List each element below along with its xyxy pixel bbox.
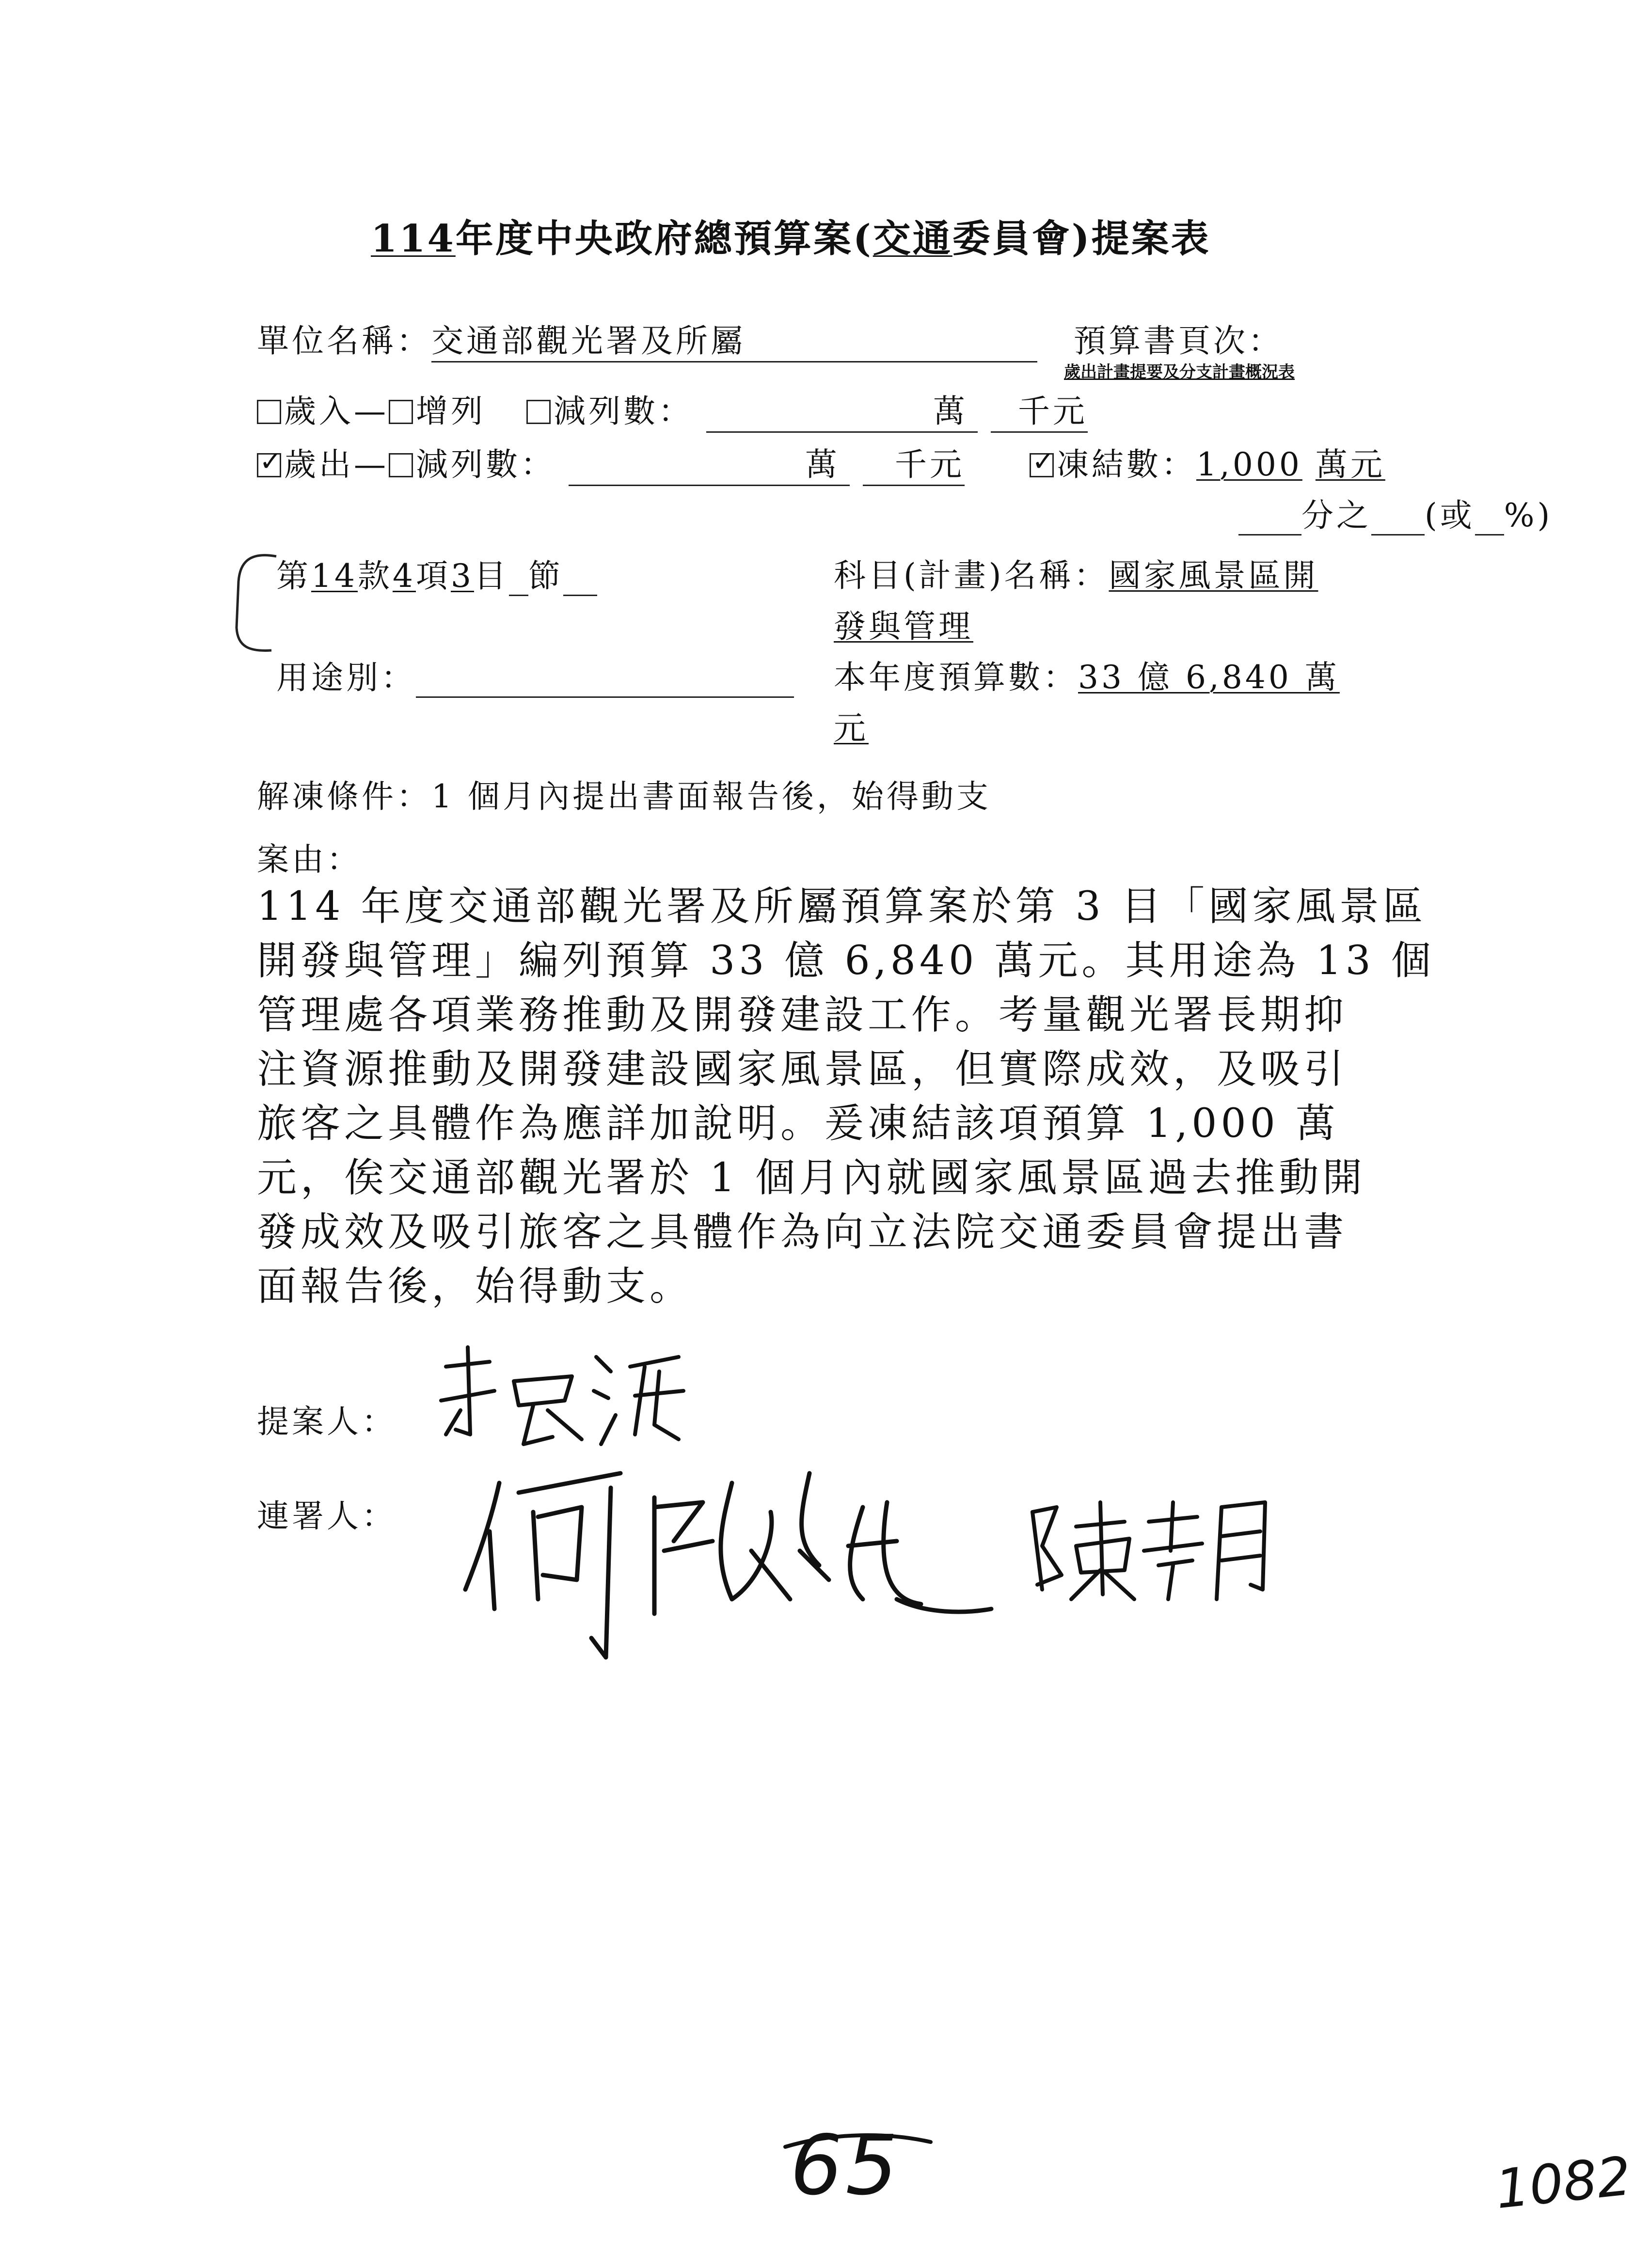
category-jie-label: 節 xyxy=(528,557,563,595)
subject-line1: 國家風景區開 xyxy=(1109,557,1318,594)
brace-mark xyxy=(228,548,281,659)
freeze-checkbox[interactable] xyxy=(1030,453,1054,477)
reason-body xyxy=(257,880,1435,1314)
unit-value-field xyxy=(431,315,1037,362)
revenue-increase-label: 增列 xyxy=(416,393,486,430)
revenue-qian-field xyxy=(991,385,1088,433)
reason-line: 管理處各項業務推動及開發建設工作。考量觀光署長期抑 xyxy=(257,992,1348,1038)
reason-line: 元，俟交通部觀光署於 1 個月內就國家風景區過去推動開 xyxy=(257,1155,1366,1201)
revenue-increase-checkbox[interactable] xyxy=(389,400,413,424)
title-committee: 交通 xyxy=(873,217,952,261)
title-year: 114 xyxy=(371,217,456,261)
revenue-wan: 萬 xyxy=(933,393,968,430)
cosigner-label: 連署人： xyxy=(257,1497,397,1535)
fraction-of-label: 分之 xyxy=(1301,497,1371,534)
revenue-checkbox[interactable] xyxy=(257,400,281,424)
expense-decrease-checkbox[interactable] xyxy=(389,453,413,477)
fraction-numerator-field xyxy=(1238,497,1301,536)
expense-qian-field xyxy=(863,439,965,486)
stamp-number: 1082 xyxy=(1492,2144,1634,2221)
fraction-denominator-field xyxy=(1371,497,1425,536)
usage-field xyxy=(416,659,794,698)
category-xiang: 4 xyxy=(392,557,416,595)
title-post: 委員會)提案表 xyxy=(952,217,1211,261)
freeze-label: 凍結數： xyxy=(1056,446,1196,483)
category-section-field xyxy=(509,557,528,596)
revenue-amount-field xyxy=(706,385,978,433)
unit-value: 交通部觀光署及所屬 xyxy=(431,322,746,360)
reason-line: 面報告後，始得動支。 xyxy=(257,1263,694,1309)
revenue-qian-yuan: 千元 xyxy=(1017,393,1088,430)
expense-label: 歲出— xyxy=(284,446,389,483)
page-ref-label: 預算書頁次： xyxy=(1074,322,1283,360)
revenue-label: 歲入— xyxy=(284,393,389,430)
category-jie-field xyxy=(563,557,597,596)
usage-row xyxy=(276,652,794,698)
budget-label: 本年度預算數： xyxy=(834,659,1078,696)
budget-line1: 33 億 6,840 萬 xyxy=(1078,659,1340,696)
budget-block xyxy=(834,652,1340,754)
revenue-row xyxy=(257,385,1088,433)
reason-line: 發成效及吸引旅客之具體作為向立法院交通委員會提出書 xyxy=(257,1209,1348,1255)
revenue-decrease-label: 減列數： xyxy=(553,393,693,430)
fraction-or-label: (或 xyxy=(1425,497,1475,534)
expense-decrease-label: 減列數： xyxy=(416,446,555,483)
expense-amount-field xyxy=(569,439,850,486)
category-xiang-label: 項 xyxy=(415,557,451,595)
reason-label: 案由： xyxy=(257,841,362,878)
title-pre: 年度中央政府總預算案( xyxy=(455,217,873,261)
reason-line: 開發與管理」編列預算 33 億 6,840 萬元。其用途為 13 個 xyxy=(257,938,1435,984)
expense-checkbox[interactable] xyxy=(257,453,281,477)
page-number: 65 xyxy=(790,2118,901,2214)
proposer-signature xyxy=(427,1338,698,1464)
subject-block xyxy=(834,550,1318,652)
subject-line2: 發與管理 xyxy=(834,608,973,645)
usage-label: 用途別： xyxy=(276,659,416,696)
proposer-label: 提案人： xyxy=(257,1403,397,1440)
reason-line: 旅客之具體作為應詳加說明。爰凍結該項預算 1,000 萬 xyxy=(257,1101,1339,1147)
unfreeze-value: 1 個月內提出書面報告後，始得動支 xyxy=(431,778,991,815)
budget-line2: 元 xyxy=(834,709,869,747)
unfreeze-row xyxy=(257,771,991,817)
category-mu-label: 目 xyxy=(474,557,509,595)
category-kuan-label: 款 xyxy=(357,557,393,595)
page-ref-note: 歲出計畫提要及分支計畫概況表 xyxy=(1064,362,1295,382)
unfreeze-label: 解凍條件： xyxy=(257,778,431,815)
cosigner-signature-2 xyxy=(1023,1493,1275,1609)
reason-line: 114 年度交通部觀光署及所屬預算案於第 3 目「國家風景區 xyxy=(257,883,1427,929)
expense-qian-yuan: 千元 xyxy=(894,446,965,483)
freeze-unit: 萬元 xyxy=(1315,446,1385,483)
freeze-value: 1,000 xyxy=(1196,446,1302,483)
fraction-pct-field xyxy=(1475,497,1504,536)
fraction-pct: %) xyxy=(1504,497,1553,534)
subject-label: 科目(計畫)名稱： xyxy=(834,557,1109,594)
expense-wan: 萬 xyxy=(805,446,840,483)
category-row xyxy=(276,550,597,596)
cosigner-signature-1 xyxy=(460,1454,994,1725)
page-number-underline xyxy=(776,2127,940,2157)
category-kuan: 14 xyxy=(311,557,358,595)
expense-row xyxy=(257,439,1385,486)
unit-label: 單位名稱： xyxy=(257,322,431,360)
category-prefix: 第 xyxy=(276,557,311,595)
reason-line: 注資源推動及開發建設國家風景區，但實際成效，及吸引 xyxy=(257,1046,1348,1092)
category-mu: 3 xyxy=(450,557,474,595)
form-title xyxy=(371,208,1211,263)
revenue-decrease-checkbox[interactable] xyxy=(526,400,551,424)
fraction-row xyxy=(1238,489,1553,536)
unit-row xyxy=(257,315,1037,362)
